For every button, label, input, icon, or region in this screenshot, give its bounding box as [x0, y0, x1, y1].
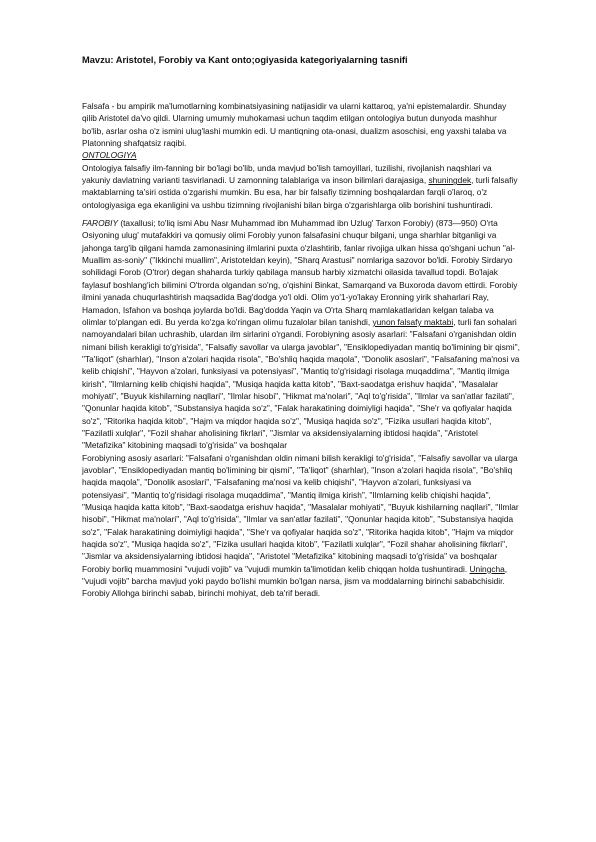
- paragraph-farobiy: [82, 217, 520, 452]
- section-heading-ontologiya: ONTOLOGIYA: [82, 150, 137, 161]
- paragraph-existence-text-b: , "vujudi vojib" barcha mavjud yoki paydo bo'lishi mumkin bo'lgan narsa, jism va moddalarning birinchi sababchisidir. Forobiy Allohga birinchi sabab, birinchi mohiyat, deb ta'rif beradi.: [82, 563, 508, 599]
- paragraph-existence: [82, 563, 520, 600]
- paragraph-ontology-text-b: , turli falsafiy maktablarning ta'siri ostida o'zgarishi mumkin. Bu esa, har bir falsafiy tizimning boshqalardan farqli o'laroq, o'z ontologiyasiga ega ekanligini va ushbu tizimning rivojlanishi bilan birga o'zgarishlarga olib borishini tushuntiradi.: [82, 175, 518, 210]
- paragraph-existence-text-a: Forobiy borliq muammosini "vujudi vojib" va "vujudi mumkin ta'limotidan kelib chiqqan holda tushuntiradi.: [82, 563, 470, 574]
- link-shuningdek[interactable]: shuningdek: [428, 175, 472, 186]
- paragraph-ontology: [82, 162, 520, 211]
- paragraph-works-list: Forobiyning asosiy asarlari: "Falsafani o'rganishdan oldin nimani bilish kerakligi to'g'risida", "Falsafiy savollar va ularga javoblar", "Ensiklopediyadan mantiq bo'limining bir qismi", "Ta'liqot" (sharhlar), "Inson a'zolari haqida risola", "Bo'shliq haqida maqola", "Donolik asoslari", "Falsafaning ma'nosi va kelib chiqishi", "Hayvon a'zolari, funksiyasi va potensiyasi", "Mantiq to'g'risidagi risolaga muqaddima", "Mantiq ilmiga kirish", "Ilmlarning kelib chiqishi haqida", "Musiqa haqida katta kitob", "Baxt-saodatga erishuv haqida", "Masalalar mohiyati", "Buyuk kishilarning naqllari", "Ilmlar hisobi", "Hikmat ma'nolari", "Aql to'g'risida", "Ilmlar va san'atlar fazilati", "Qonunlar haqida kitob", "Substansiya haqida so'z", "Falak harakatining doimiyligi haqida", "She'r va qofiyalar haqida so'z", "Ritorika haqida kitob", "Hajm va miqdor haqida so'z", "Musiqa haqida so'z", "Fizika usullari haqida kitob", "Fazilatli xulqlar", "Fozil shahar aholisining fikrlari", "Jismlar va aksidensiyalarning ibtidosi haqida", "Aristotel "Metafizika" kitobining maqsadi to'g'risida" va boshqalar: [82, 452, 519, 562]
- paragraph-farobiy-text-a: (taxallusi; to'liq ismi Abu Nasr Muhammad ibn Muhammad ibn Uzlug' Tarxon Forobiy) (873—950) O'rta Osiyoning ulug' mutafakkiri va qomusiy olimi Forobiy yunon falsafasini chuqur bilgani, unga sharhlar bitganligi va jahonga targ'ib qilgani hamda zamonasining ilmlarini puxta o'zlashtirib, fanlar rivojiga ulkan hissa qo'shgani uchun "al-Muallim as-soniy" ("Ikkinchi muallim", Aristoteldan keyin), "Sharq Arastusi" nomlariga sazovor bo'ldi. Forobiy Sirdaryo sohilidagi Forob (O'tror) degan shaharda turkiy qabilaga mansub harbiy xizmatchi oilasida tavallud topdi. Bo'lajak faylasuf boshlang'ich bilimini O'trorda olgandan so'ng, o'qishini Binkat, Samarqand va Buxoroda davom ettirdi. Forobiy ilmini yanada chuqurlashtirish maqsadida Bag'dodga yo'l oldi. Olim yo'1-yo'lakay Eronning yirik shaharlari Ray, Hamadon, Isfahon va boshqa joylarda bo'ldi. Bag'dodda Yaqin va O'rta Sharq mamlakatlaridan kelgan talaba va olimlar to'plangan edi. Bu yerda ko'zga ko'ringan olimu fuzalolar bilan tanishdi,: [82, 218, 518, 327]
- link-yunon-falsafy-maktabi[interactable]: yunon falsafy maktabi: [372, 316, 454, 327]
- paragraph-ontology-text-a: Ontologiya falsafiy ilm-fanning bir bo'lagi bo'lib, unda mavjud bo'lish tamoyillari, tuzilishi, rivojlanish naqshlari va yakuniy davlatning varianti tasvirlanadi. U zamonning talablariga va inson bilimlari darajasiga,: [82, 162, 492, 186]
- document-title: Mavzu: Aristotel, Forobiy va Kant onto;ogiyasida kategoriyalarning tasnifi: [82, 55, 408, 65]
- farobiy-lead-term: FAROBIY: [82, 218, 119, 229]
- paragraph-intro: Falsafa - bu ampirik ma'lumotlarning kombinatsiyasining natijasidir va ularni kattaroq, ya'ni epistemalardir. Shunday qilib Aristotel da'vo qildi. Ularning umumiy muhokamasi uchun taqdim etilgan ontologiya butun dunyoda mashhur bo'lib, asrlar osha o'z ismini ulug'lashi mumkin edi. U mantiqning ota-onasi, dualizm asoschisi, eng yaxshi talaba va Platonning shafqatsiz raqibi.: [82, 101, 507, 149]
- link-uningcha[interactable]: Uningcha: [469, 563, 505, 574]
- document-body: [82, 100, 520, 600]
- paragraph-farobiy-text-b: , turli fan sohalari namoyandalari bilan uchrashib, ulardan ilm sirlarini o'rgandi. Forobiyning asosiy asarlari: "Falsafani o'rganishdan oldin nimani bilish kerakligi to'g'risida", "Falsafiy savollar va ularga javoblar", "Ensiklopediyadan mantiq bo'limining bir qismi", "Ta'liqot" (sharhlar), "Inson a'zolari haqida risola", "Bo'shliq haqida maqola", "Donolik asoslari", "Falsafaning ma'nosi va kelib chiqishi", "Hayvon a'zolari, funksiyasi va potensiyasi", "Mantiq to'g'risidagi risolaga muqaddima", "Mantiq ilmiga kirish", "Ilmlarning kelib chiqishi haqida", "Musiqa haqida katta kitob", "Baxt-saodatga erishuv haqida", "Masalalar mohiyati", "Buyuk kishilarning naqllari", "Ilmlar hisobi", "Hikmat ma'nolari", "Aql to'g'risida", "Ilmlar va san'atlar fazilati", "Qonunlar haqida kitob", "Substansiya haqida so'z", "Falak harakatining doimiyligi haqida", "She'r va qofiyalar haqida so'z", "Ritorika haqida kitob", "Hajm va miqdor haqida so'z", "Musiqa haqida so'z", "Fizika usullari haqida kitob", "Fazilatli xulqlar", "Fozil shahar aholisining fikrlari", "Jismlar va aksidensiyalarning ibtidosi haqida", "Aristotel "Metafizika" kitobining maqsadi to'g'risida" va boshqalar: [82, 316, 520, 451]
